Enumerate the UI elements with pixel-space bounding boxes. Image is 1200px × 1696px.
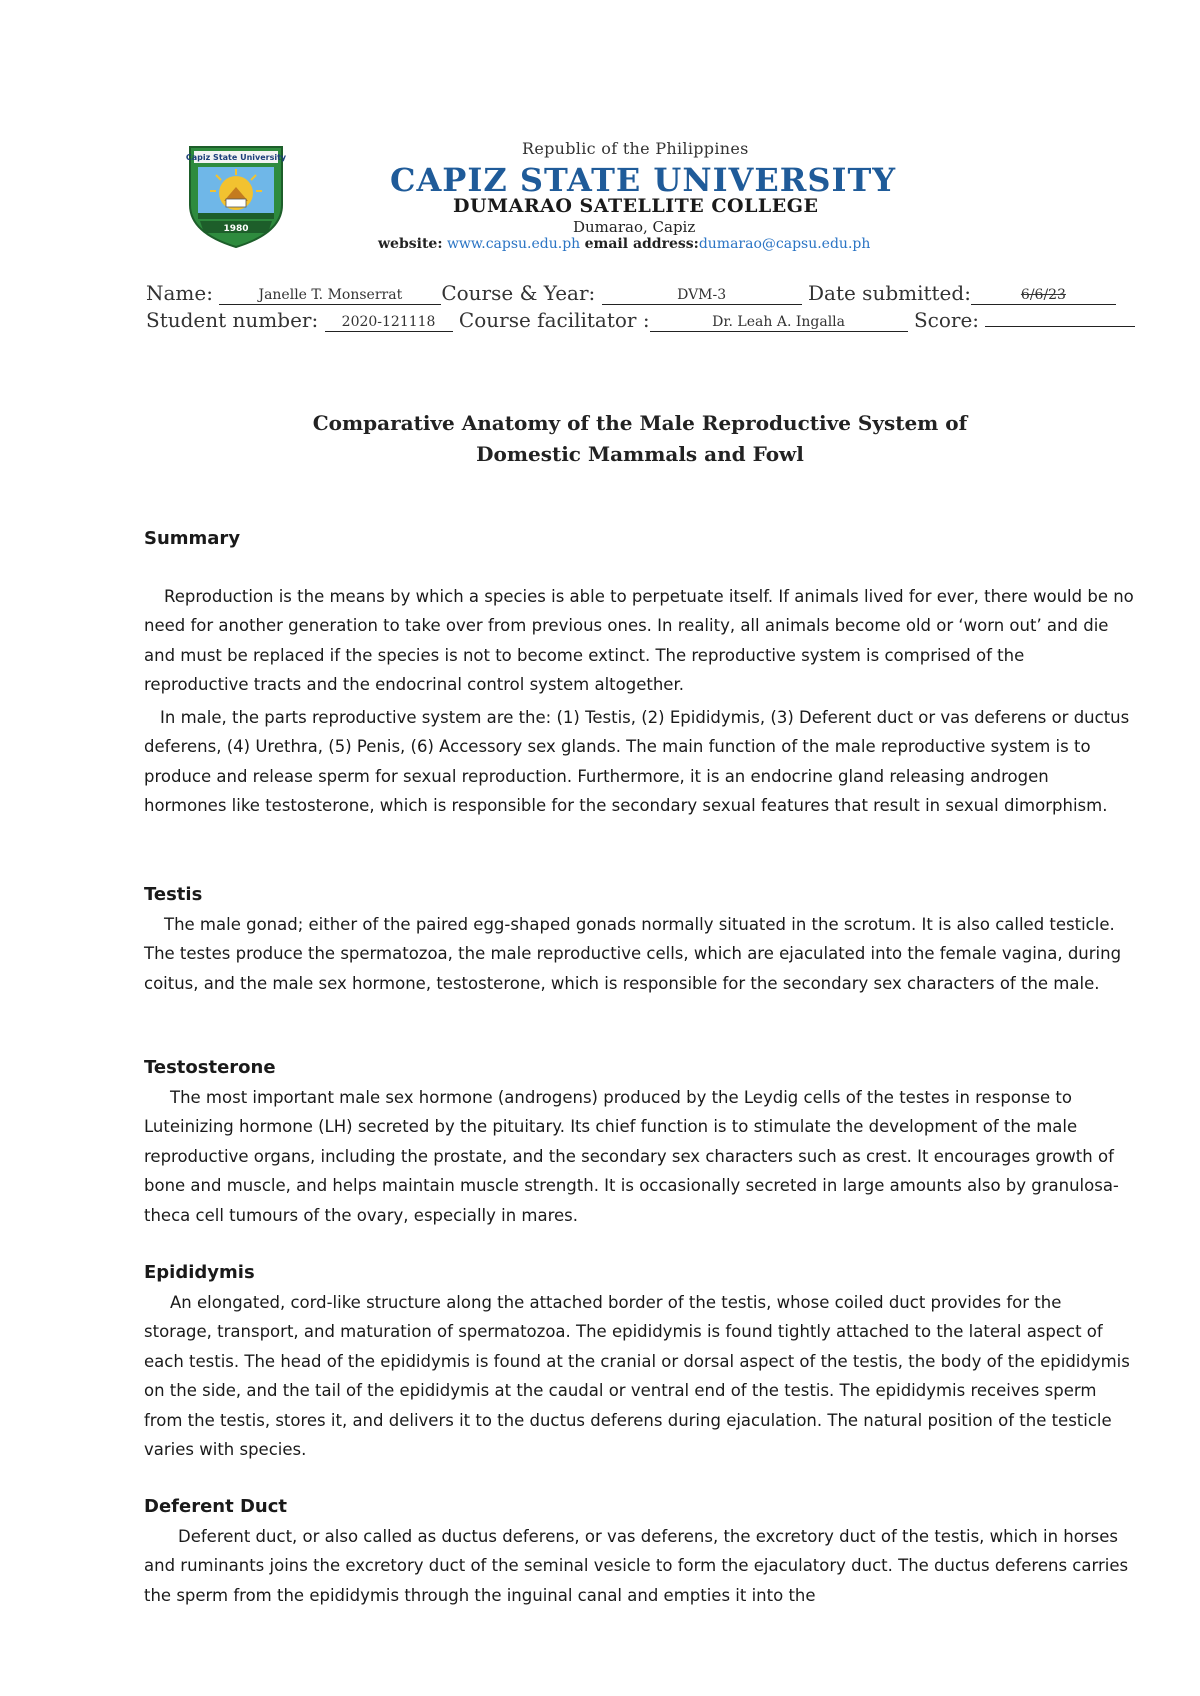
testosterone-paragraph: The most important male sex hormone (androgens) produced by the Leydig cells of the testes in response to Luteinizing hormone (LH) secreted by the pituitary. Its chief function is to stimulate the development of the male reproductive organs, including the prostate, and the secondary sex characters such as crest. It encourages growth of bone and muscle, and helps maintain muscle strength. It is occasionally secreted in large amounts also by granulosa-theca cell tumours of the ovary, especially in mares. <box>144 1088 1119 1225</box>
summary-paragraph-1-block <box>144 582 1134 700</box>
testosterone-heading: Testosterone <box>144 1057 276 1078</box>
website-label: website: <box>378 236 443 252</box>
course-field[interactable] <box>602 288 802 305</box>
university-name: CAPIZ STATE UNIVERSITY <box>390 161 897 199</box>
course-value: DVM-3 <box>677 287 727 303</box>
title-line-2: Domestic Mammals and Fowl <box>476 442 804 466</box>
email-label: email address: <box>584 236 699 252</box>
epididymis-heading: Epididymis <box>144 1262 255 1283</box>
student-number-label: Student number: <box>146 308 319 332</box>
summary-section <box>144 526 1134 552</box>
summary-paragraph-2-block <box>144 703 1134 821</box>
document-title <box>200 408 1080 470</box>
date-value: 6/6/23 <box>1020 287 1066 303</box>
epididymis-section <box>144 1260 1134 1464</box>
score-field[interactable] <box>985 326 1135 327</box>
facilitator-value: Dr. Leah A. Ingalla <box>712 314 845 330</box>
name-field[interactable] <box>219 288 441 305</box>
facilitator-field[interactable] <box>650 315 908 332</box>
contact-line <box>378 236 870 252</box>
seal-year-text: 1980 <box>223 224 249 234</box>
date-label: Date submitted: <box>807 281 971 305</box>
deferent-duct-paragraph: Deferent duct, or also called as ductus deferens, or vas deferens, the excretory duct of the testis, which in horses and ruminants joins the excretory duct of the seminal vesicle to form the ejaculatory duct. The ductus deferens carries the sperm from the epididymis through the inguinal canal and empties it into the <box>144 1527 1129 1605</box>
deferent-duct-section <box>144 1494 1134 1610</box>
score-label: Score: <box>913 308 980 332</box>
university-seal-icon <box>186 143 286 249</box>
student-info-row-1 <box>146 281 1146 305</box>
college-name: DUMARAO SATELLITE COLLEGE <box>453 195 819 217</box>
website-link[interactable]: www.capsu.edu.ph <box>446 236 581 252</box>
student-info-row-2 <box>146 308 1146 332</box>
student-number-field[interactable] <box>325 315 453 332</box>
testis-section <box>144 882 1134 998</box>
testis-paragraph: The male gonad; either of the paired egg-shaped gonads normally situated in the scrotum. It is also called testicle. The testes produce the spermatozoa, the male reproductive cells, which are ejaculated into the female vagina, during coitus, and the male sex hormone, testosterone, which is responsible for the secondary sex characters of the male. <box>144 915 1122 993</box>
republic-line: Republic of the Philippines <box>522 139 749 158</box>
name-label: Name: <box>146 281 213 305</box>
testosterone-section <box>144 1055 1134 1230</box>
summary-heading: Summary <box>144 528 241 549</box>
epididymis-paragraph: An elongated, cord-like structure along the attached border of the testis, whose coiled duct provides for the storage, transport, and maturation of spermatozoa. The epididymis is found tightly attached to the lateral aspect of each testis. The head of the epididymis is found at the cranial or dorsal aspect of the testis, the body of the epididymis on the side, and the tail of the epididymis at the caudal or ventral end of the testis. The epididymis receives sperm from the testis, stores it, and delivers it to the ductus deferens during ejaculation. The natural position of the testicle varies with species. <box>144 1293 1130 1460</box>
title-line-1: Comparative Anatomy of the Male Reproductive System of <box>312 411 968 435</box>
seal-top-text: Capiz State University <box>186 153 286 162</box>
deferent-duct-heading: Deferent Duct <box>144 1496 287 1517</box>
date-field[interactable] <box>971 288 1116 305</box>
college-location: Dumarao, Capiz <box>573 218 696 236</box>
name-value: Janelle T. Monserrat <box>258 287 403 303</box>
course-label: Course & Year: <box>441 281 596 305</box>
facilitator-label: Course facilitator : <box>458 308 650 332</box>
student-number-value: 2020-121118 <box>341 314 436 330</box>
testis-heading: Testis <box>144 884 203 905</box>
summary-paragraph-1: Reproduction is the means by which a species is able to perpetuate itself. If animals lived for ever, there would be no need for another generation to take over from previous ones. In reality, all animals become old or ‘worn out’ and die and must be replaced if the species is not to become extinct. The reproductive system is comprised of the reproductive tracts and the endocrinal control system altogether. <box>144 587 1134 695</box>
summary-paragraph-2: In male, the parts reproductive system are the: (1) Testis, (2) Epididymis, (3) Deferent duct or vas deferens or ductus deferens, (4) Urethra, (5) Penis, (6) Accessory sex glands. The main function of the male reproductive system is to produce and release sperm for sexual reproduction. Furthermore, it is an endocrine gland releasing androgen hormones like testosterone, which is responsible for the secondary sexual features that result in sexual dimorphism. <box>144 708 1130 816</box>
email-link[interactable]: dumarao@capsu.edu.ph <box>698 236 871 252</box>
